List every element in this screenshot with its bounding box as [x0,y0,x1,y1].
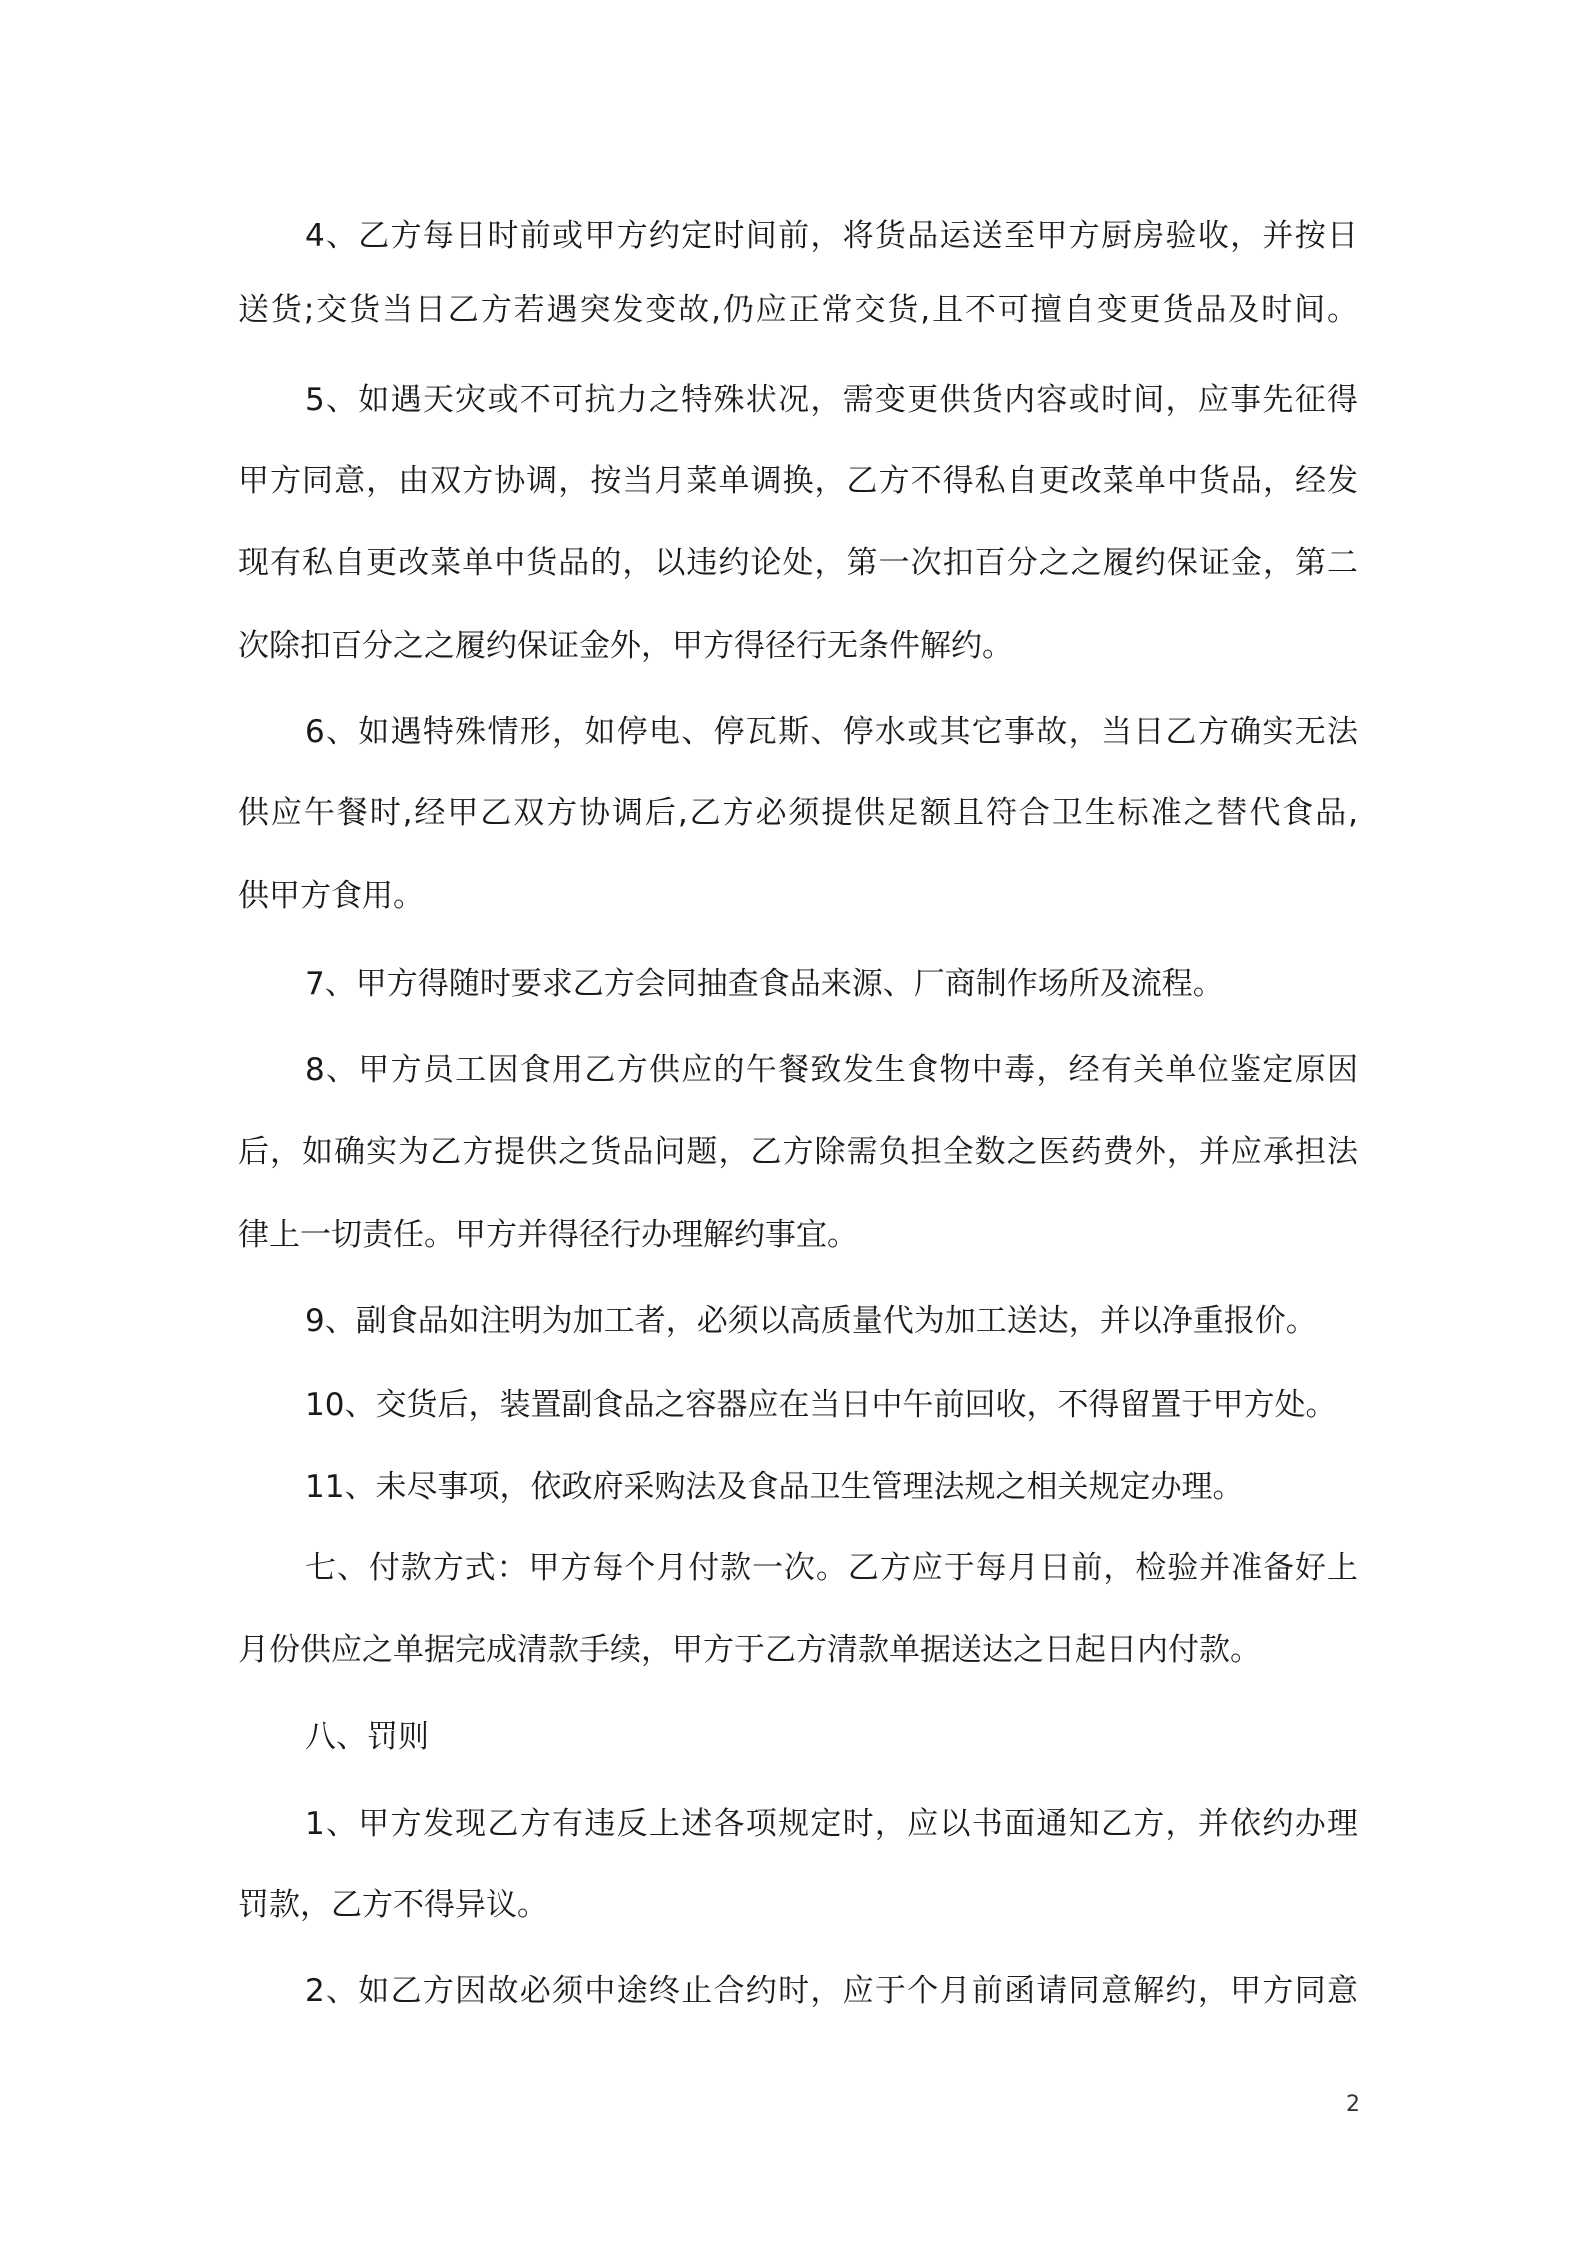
text-line: 次除扣百分之之履约保证金外，甲方得径行无条件解约。 [238,628,1013,664]
text-line: 9、副食品如注明为加工者，必须以高质量代为加工送达，并以净重报价。 [305,1303,1317,1339]
text-line: 供应午餐时,经甲乙双方协调后,乙方必须提供足额且符合卫生标准之替代食品, [238,795,1358,831]
text-line: 6、如遇特殊情形，如停电、停瓦斯、停水或其它事故，当日乙方确实无法 [305,714,1358,750]
text-line: 4、乙方每日时前或甲方约定时间前，将货品运送至甲方厨房验收，并按日 [305,218,1358,254]
text-line: 七、付款方式：甲方每个月付款一次。乙方应于每月日前，检验并准备好上 [305,1550,1358,1586]
text-line: 7、甲方得随时要求乙方会同抽查食品来源、厂商制作场所及流程。 [305,966,1224,1002]
text-line: 11、未尽事项，依政府采购法及食品卫生管理法规之相关规定办理。 [305,1469,1244,1505]
text-line: 2、如乙方因故必须中途终止合约时，应于个月前函请同意解约，甲方同意 [305,1973,1358,2009]
text-line: 现有私自更改菜单中货品的，以违约论处，第一次扣百分之之履约保证金，第二 [238,545,1358,581]
text-line: 10、交货后，装置副食品之容器应在当日中午前回收，不得留置于甲方处。 [305,1387,1337,1423]
text-line: 送货;交货当日乙方若遇突发变故,仍应正常交货,且不可擅自变更货品及时间。 [238,292,1358,328]
text-line: 后，如确实为乙方提供之货品问题，乙方除需负担全数之医药费外，并应承担法 [238,1134,1358,1170]
text-line: 1、甲方发现乙方有违反上述各项规定时，应以书面通知乙方，并依约办理 [305,1806,1358,1842]
text-line: 月份供应之单据完成清款手续，甲方于乙方清款单据送达之日起日内付款。 [238,1632,1261,1668]
section-heading: 八、罚则 [305,1719,429,1755]
text-line: 5、如遇天灾或不可抗力之特殊状况，需变更供货内容或时间，应事先征得 [305,382,1358,418]
text-line: 罚款，乙方不得异议。 [238,1887,548,1923]
text-line: 8、甲方员工因食用乙方供应的午餐致发生食物中毒，经有关单位鉴定原因 [305,1052,1358,1088]
page-number: 2 [1346,2092,1360,2117]
text-line: 供甲方食用。 [238,878,424,914]
text-line: 甲方同意，由双方协调，按当月菜单调换，乙方不得私自更改菜单中货品，经发 [238,463,1358,499]
text-line: 律上一切责任。甲方并得径行办理解约事宜。 [238,1217,858,1253]
